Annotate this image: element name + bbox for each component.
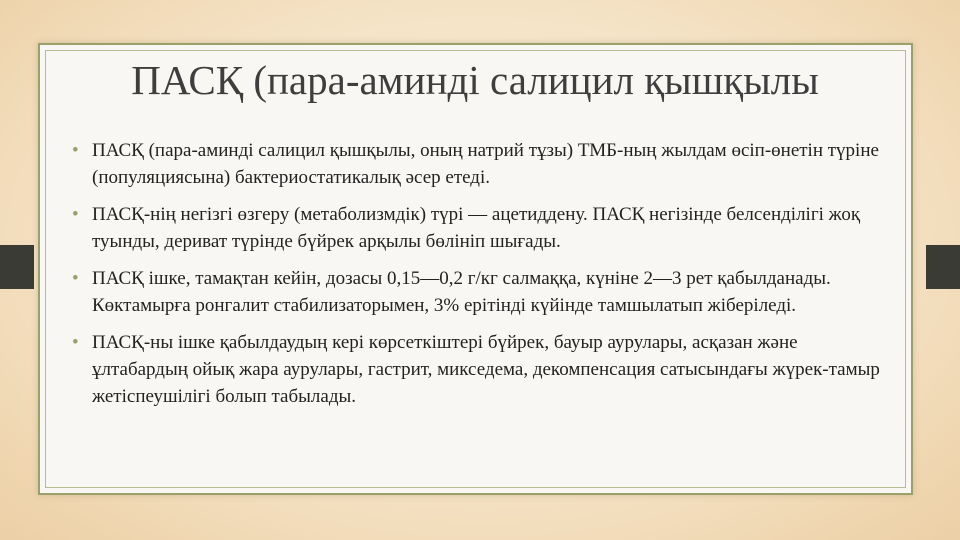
bullet-marker: • bbox=[72, 204, 79, 225]
slide-title: ПАСҚ (пара-аминді салицил қышқылы bbox=[131, 57, 819, 103]
right-side-tab bbox=[926, 245, 960, 289]
bullet-text: ПАСҚ ішке, тамақтан кейін, дозасы 0,15—0,2 г/кг салмаққа, күніне 2—3 рет қабылданады. Көктамырға ронгалит стабилизаторымен, 3% ерітінді күйінде тамшылатып жіберіледі. bbox=[92, 268, 831, 316]
bullet-item-3 bbox=[72, 265, 882, 319]
bullet-marker: • bbox=[72, 332, 79, 353]
bullet-text: ПАСҚ-ны ішке қабылдаудың кері көрсеткіштері бүйрек, бауыр аурулары, асқазан және ұлтабардың ойық жара аурулары, гастрит, микседема, декомпенсация сатысындағы жүрек-тамыр жетіспеушілігі болып табылады. bbox=[92, 332, 880, 407]
left-side-tab bbox=[0, 245, 34, 289]
slide-panel bbox=[38, 43, 913, 495]
bullet-item-2 bbox=[72, 201, 882, 255]
bullet-list bbox=[72, 137, 882, 420]
bullet-item-1 bbox=[72, 137, 882, 191]
bullet-marker: • bbox=[72, 140, 79, 161]
bullet-text: ПАСҚ-нің негізгі өзгеру (метаболизмдік) түрі — ацетиддену. ПАСҚ негізінде белсенділігі жоқ туынды, дериват түрінде бүйрек арқылы бөлініп шығады. bbox=[92, 204, 861, 252]
bullet-marker: • bbox=[72, 268, 79, 289]
bullet-item-4 bbox=[72, 329, 882, 410]
bullet-text: ПАСҚ (пара-аминді салицил қышқылы, оның натрий тұзы) ТМБ-ның жылдам өсіп-өнетін түріне (популяциясына) бактериостатикалық әсер етеді. bbox=[92, 140, 879, 188]
